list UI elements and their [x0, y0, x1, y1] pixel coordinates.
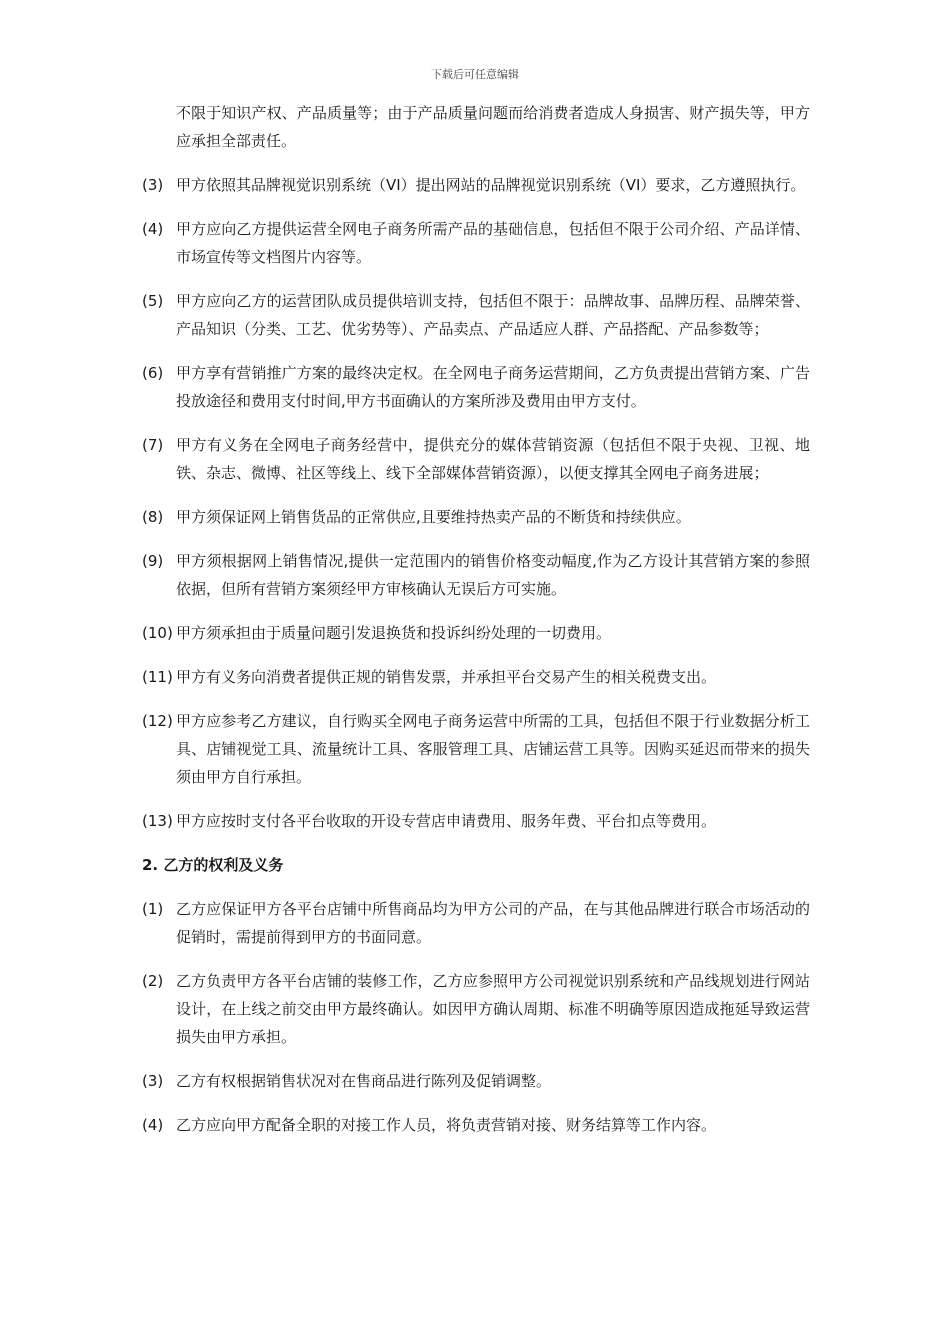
list-item: [142, 1067, 810, 1095]
party-a-obligations-list: [142, 171, 810, 835]
item-number: (1): [142, 900, 164, 918]
list-item: [142, 807, 810, 835]
item-number: (5): [142, 292, 164, 310]
item-text: 甲方有义务向消费者提供正规的销售发票，并承担平台交易产生的相关税费支出。: [176, 668, 717, 686]
item-text: 乙方应向甲方配备全职的对接工作人员，将负责营销对接、财务结算等工作内容。: [176, 1116, 717, 1134]
item-text: 甲方应向乙方提供运营全网电子商务所需产品的基础信息，包括但不限于公司介绍、产品详情、市场宣传等文档图片内容等。: [176, 220, 810, 266]
item-number: (3): [142, 1072, 164, 1090]
item-number: (10): [142, 624, 173, 642]
list-item: [142, 287, 810, 343]
item-number: (12): [142, 712, 173, 730]
list-item: [142, 359, 810, 415]
item-number: (9): [142, 552, 164, 570]
item-text: 甲方依照其品牌视觉识别系统（VI）提出网站的品牌视觉识别系统（VI）要求，乙方遵照执行。: [176, 176, 806, 194]
list-item: [142, 967, 810, 1051]
item-text: 甲方应参考乙方建议，自行购买全网电子商务运营中所需的工具，包括但不限于行业数据分析工具、店铺视觉工具、流量统计工具、客服管理工具、店铺运营工具等。因购买延迟而带来的损失须由甲方自行承担。: [176, 712, 810, 786]
item-text: 乙方有权根据销售状况对在售商品进行陈列及促销调整。: [176, 1072, 552, 1090]
item-number: (6): [142, 364, 164, 382]
continued-paragraph: 不限于知识产权、产品质量等；由于产品质量问题而给消费者造成人身损害、财产损失等，甲方应承担全部责任。: [176, 104, 810, 150]
item-number: (4): [142, 220, 164, 238]
list-item: [142, 663, 810, 691]
item-number: (4): [142, 1116, 164, 1134]
document-body: [142, 99, 810, 1155]
list-item: [142, 171, 810, 199]
list-item: [142, 215, 810, 271]
item-text: 甲方有义务在全网电子商务经营中，提供充分的媒体营销资源（包括但不限于央视、卫视、地铁、杂志、微博、社区等线上、线下全部媒体营销资源），以便支撑其全网电子商务进展；: [176, 436, 810, 482]
item-text: 甲方须承担由于质量问题引发退换货和投诉纠纷处理的一切费用。: [176, 624, 612, 642]
item-number: (8): [142, 508, 164, 526]
item-text: 乙方应保证甲方各平台店铺中所售商品均为甲方公司的产品，在与其他品牌进行联合市场活动的促销时，需提前得到甲方的书面同意。: [176, 900, 810, 946]
list-item: [142, 619, 810, 647]
list-item: [142, 547, 810, 603]
item-number: (7): [142, 436, 164, 454]
item-text: 甲方须保证网上销售货品的正常供应,且要维持热卖产品的不断货和持续供应。: [176, 508, 691, 526]
item-text: 甲方享有营销推广方案的最终决定权。在全网电子商务运营期间，乙方负责提出营销方案、广告投放途径和费用支付时间,甲方书面确认的方案所涉及费用由甲方支付。: [176, 364, 810, 410]
item-number: (11): [142, 668, 173, 686]
page-header: 下载后可任意编辑: [431, 68, 519, 81]
list-item: [142, 707, 810, 791]
section-heading: 2. 乙方的权利及义务: [142, 856, 284, 874]
item-text: 甲方须根据网上销售情况,提供一定范围内的销售价格变动幅度,作为乙方设计其营销方案的参照依据，但所有营销方案须经甲方审核确认无误后方可实施。: [176, 552, 810, 598]
list-item: [142, 895, 810, 951]
item-text: 甲方应按时支付各平台收取的开设专营店申请费用、服务年费、平台扣点等费用。: [176, 812, 717, 830]
item-text: 甲方应向乙方的运营团队成员提供培训支持，包括但不限于：品牌故事、品牌历程、品牌荣誉、产品知识（分类、工艺、优劣势等）、产品卖点、产品适应人群、产品搭配、产品参数等；: [176, 292, 810, 338]
list-item: [142, 1111, 810, 1139]
item-number: (13): [142, 812, 173, 830]
list-item: [142, 503, 810, 531]
party-b-obligations-list: [142, 895, 810, 1139]
item-number: (2): [142, 972, 164, 990]
list-item: [142, 431, 810, 487]
item-text: 乙方负责甲方各平台店铺的装修工作，乙方应参照甲方公司视觉识别系统和产品线规划进行网站设计，在上线之前交由甲方最终确认。如因甲方确认周期、标准不明确等原因造成拖延导致运营损失由甲方承担。: [176, 972, 810, 1046]
item-number: (3): [142, 176, 164, 194]
